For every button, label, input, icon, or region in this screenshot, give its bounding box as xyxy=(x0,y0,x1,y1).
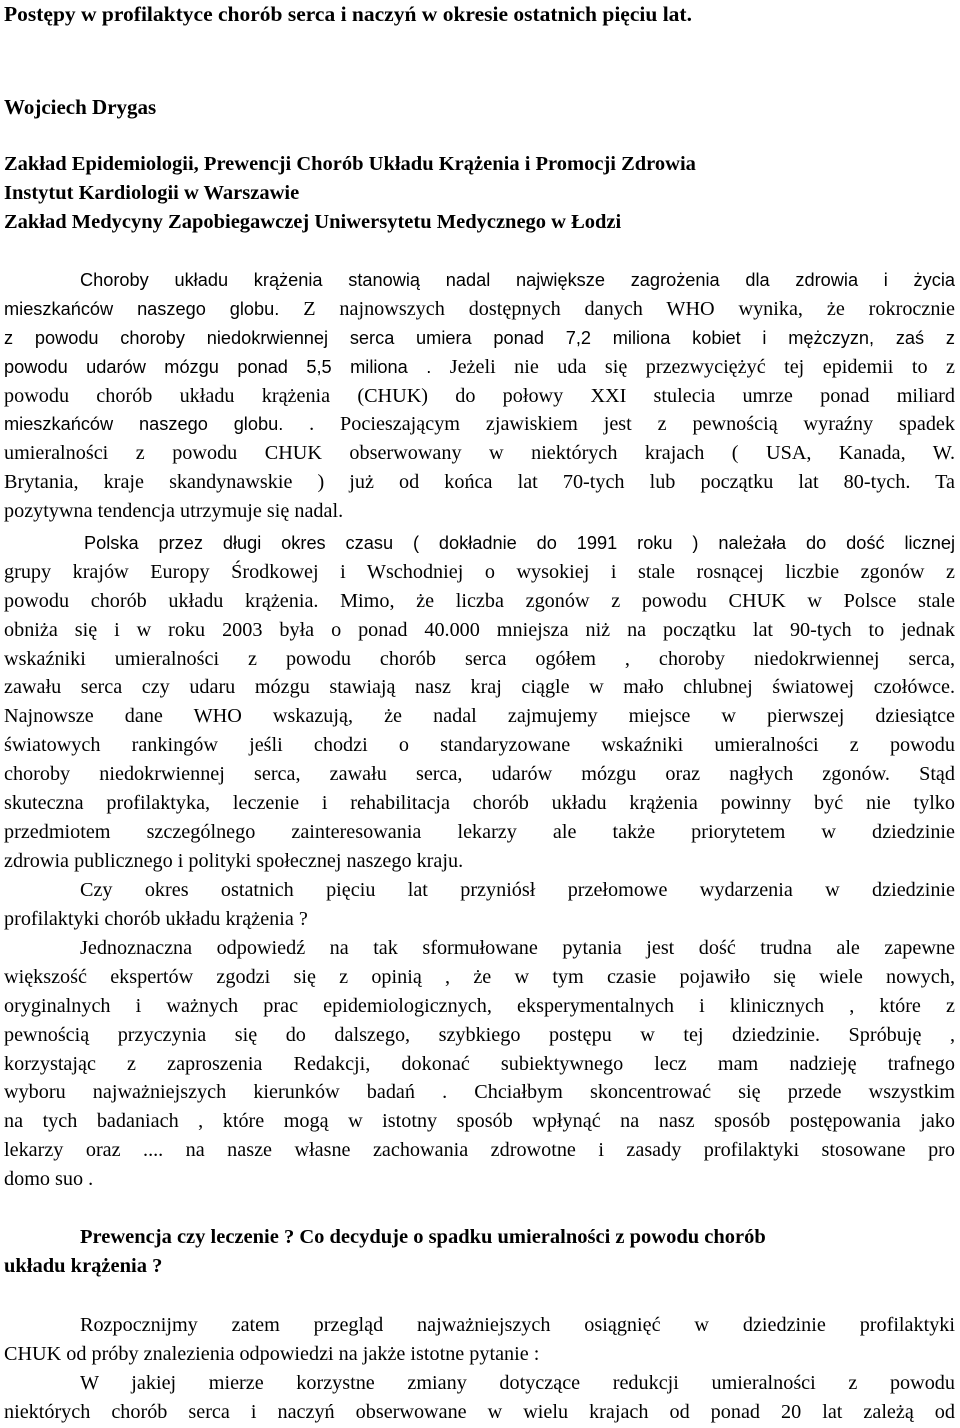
text-line: umieralności z powodu CHUK obserwowany w niektórych krajach ( USA, Kanada, W. xyxy=(4,442,955,465)
text-line: niektórych chorób serca i naczyń obserwowane w wielu krajach od ponad 20 lat zależą od xyxy=(4,1400,955,1423)
text-line: choroby niedokrwiennej serca, zawału serca, udarów mózgu oraz nagłych zgonów. Stąd xyxy=(4,763,955,786)
paragraph-question xyxy=(4,876,955,934)
text-line: Choroby układu krążenia stanowią nadal największe zagrożenia dla zdrowia i życia xyxy=(80,270,955,290)
text-line: światowych rankingów jeśli chodzi o standaryzowane wskaźniki umieralności z powodu xyxy=(4,734,955,757)
text-line: mieszkańców naszego globu. Z najnowszych dostępnych danych WHO wynika, że rokrocznie xyxy=(4,297,955,320)
text-line: korzystając z zaproszenia Redakcji, dokonać subiektywnego lecz mam nadzieję trafnego xyxy=(4,1052,955,1075)
document-title: Postępy w profilaktyce chorób serca i naczyń w okresie ostatnich pięciu lat. xyxy=(4,2,692,26)
text-line: powodu chorób układu krążenia. Mimo, że liczba zgonów z powodu CHUK w Polsce stale xyxy=(4,589,955,612)
text-line: obniża się i w roku 2003 była o ponad 40.000 mniejsza niż na początku lat 90-tych to jednak xyxy=(4,618,955,641)
text-line: powodu chorób układu krążenia (CHUK) do połowy XXI stulecia umrze ponad miliard xyxy=(4,384,955,407)
affiliation-1: Zakład Epidemiologii, Prewencji Chorób Układu Krążenia i Promocji Zdrowia xyxy=(4,153,696,175)
text-line: wskaźniki umieralności z powodu chorób serca ogółem , choroby niedokrwiennej serca, xyxy=(4,647,955,670)
text-line-part: mieszkańców naszego globu. xyxy=(4,298,280,319)
text-line: oryginalnych i ważnych prac epidemiologicznych, eksperymentalnych i klinicznych , które z xyxy=(4,994,955,1017)
text-line: W jakiej mierze korzystne zmiany dotyczące redukcji umieralności z powodu xyxy=(80,1372,955,1394)
text-line: Najnowsze dane WHO wskazują, że nadal zajmujemy miejsce w pierwszej dziesiątce xyxy=(4,705,955,728)
text-line: większość ekspertów zgodzi się z opinią , że w tym czasie pojawiło się wiele nowych, xyxy=(4,965,955,988)
text-line: profilaktyki chorób układu krążenia ? xyxy=(4,907,308,930)
text-line: CHUK od próby znalezienia odpowiedzi na jakże istotne pytanie : xyxy=(4,1342,540,1365)
paragraph-poland xyxy=(4,529,955,876)
text-line: grupy krajów Europy Środkowej i Wschodniej o wysokiej i stale rosnącej liczbie zgonów z xyxy=(4,560,955,583)
text-line-part: mieszkańców naszego globu. xyxy=(4,414,284,435)
text-line: skuteczna profilaktyka, leczenie i rehabilitacja chorób układu krążenia powinny być nie tylko xyxy=(4,792,955,815)
text-line: pewnością przyczynia się do dalszego, szybkiego postępu w tej dziedzinie. Spróbuję , xyxy=(4,1023,955,1046)
text-line: wyboru najważniejszych kierunków badań . Chciałbym skoncentrować się przede wszystkim xyxy=(4,1081,955,1104)
text-line-part: powodu udarów mózgu ponad 5,5 miliona . xyxy=(4,356,432,377)
affiliation-2: Instytut Kardiologii w Warszawie xyxy=(4,182,300,204)
heading-line: układu krążenia ? xyxy=(4,1255,163,1277)
text-line: Rozpocznijmy zatem przegląd najważniejszych osiągnięć w dziedzinie profilaktyki xyxy=(80,1314,955,1336)
text-line: zawału serca czy udaru mózgu stawiają nasz kraj ciągle w mało chlubnej światowej czołówce. xyxy=(4,676,955,699)
paragraph-question-2 xyxy=(4,1369,955,1427)
text-line: z powodu choroby niedokrwiennej serca umiera ponad 7,2 miliona kobiet i mężczyzn, zaś z xyxy=(4,327,955,348)
text-line: Brytania, kraje skandynawskie ) już od końca lat 70-tych lub początku lat 80-tych. Ta xyxy=(4,471,955,494)
paragraph-answer xyxy=(4,934,955,1194)
author-name: Wojciech Drygas xyxy=(4,95,157,119)
text-line: mieszkańców naszego globu. . Pocieszającym zjawiskiem jest z pewnością wyraźny spadek xyxy=(4,413,955,436)
section-heading xyxy=(4,1223,955,1281)
paragraph-intro xyxy=(4,266,955,526)
text-line: powodu udarów mózgu ponad 5,5 miliona . Jeżeli nie uda się przezwyciężyć tej epidemii to z xyxy=(4,355,955,378)
text-line: Czy okres ostatnich pięciu lat przyniósł przełomowe wydarzenia w dziedzinie xyxy=(80,879,955,901)
text-line: pozytywna tendencja utrzymuje się nadal. xyxy=(4,500,344,523)
text-line: przedmiotem szczególnego zainteresowania lekarzy ale także priorytetem w dziedzinie xyxy=(4,820,955,843)
text-line: lekarzy oraz .... na nasze własne zachowania zdrowotne i zasady profilaktyki stosowane pro xyxy=(4,1139,955,1162)
text-line: domo suo . xyxy=(4,1168,94,1191)
text-line: zdrowia publicznego i polityki społecznej naszego kraju. xyxy=(4,849,464,872)
text-line: Jednoznaczna odpowiedź na tak sformułowane pytania jest dość trudna ale zapewne xyxy=(80,937,955,959)
affiliation-3: Zakład Medycyny Zapobiegawczej Uniwersytetu Medycznego w Łodzi xyxy=(4,211,622,233)
heading-line: Prewencja czy leczenie ? Co decyduje o spadku umieralności z powodu chorób xyxy=(80,1226,766,1248)
text-line: Polska przez długi okres czasu ( dokładnie do 1991 roku ) należała do dość licznej xyxy=(84,533,955,553)
text-line: na tych badaniach , które mogą w istotny sposób wpłynąć na nasz sposób postępowania jako xyxy=(4,1110,955,1133)
paragraph-review xyxy=(4,1311,955,1369)
